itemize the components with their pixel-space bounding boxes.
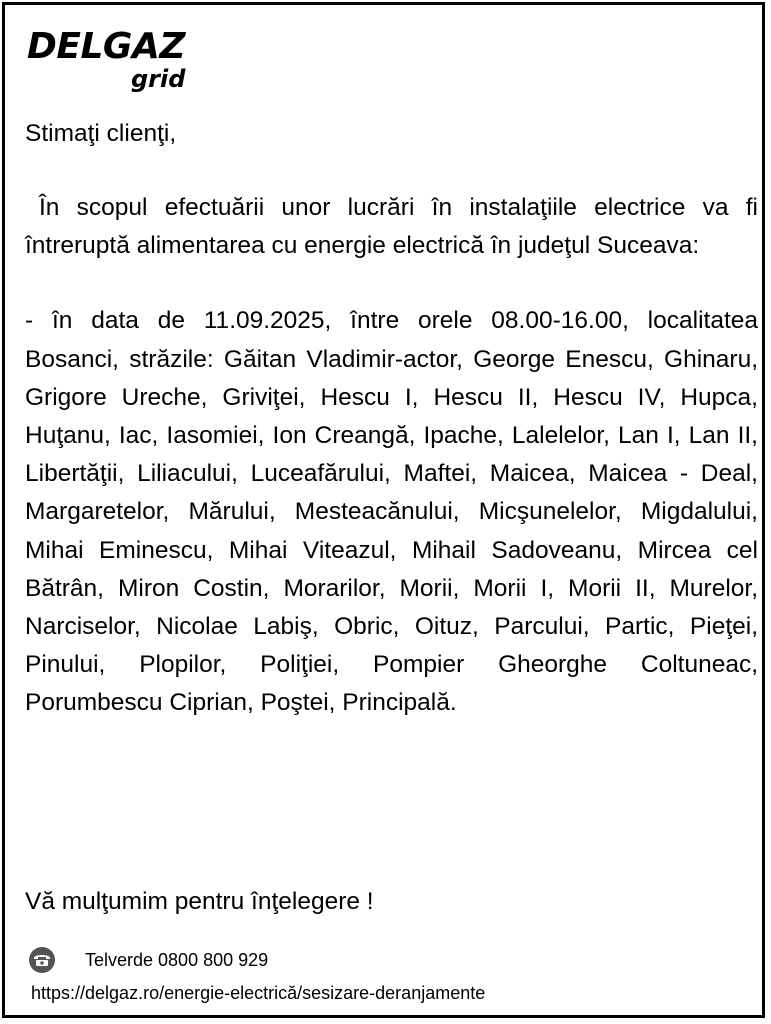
- logo-brand: DELGAZ: [27, 26, 185, 67]
- contact-line: [29, 946, 268, 974]
- outage-schedule: - în data de 11.09.2025, între orele 08.00-16.00, localitatea Bosanci, străzile: Găitan Vladimir-actor, George Enescu, Ghinaru, Grigore Ureche, Griviţei, Hescu I, Hescu II, Hescu IV, Hupca, Huţanu, Iac, Iasomiei, Ion Creangă, Ipache, Lalelelor, Lan I, Lan II, Libertăţii, Liliacului, Luceafărului, Maftei, Maicea, Maicea - Deal, Margaretelor, Mărului, Mesteacănului, Micşunelelor, Migdalului, Mihai Eminescu, Mihai Viteazul, Mihail Sadoveanu, Mircea cel Bătrân, Miron Costin, Morarilor, Morii, Morii I, Morii II, Murelor, Narciselor, Nicolae Labiş, Obric, Oituz, Parcului, Partic, Pieţei, Pinului, Plopilor, Poliţiei, Pompier Gheorghe Coltuneac, Porumbescu Ciprian, Poştei, Principală.: [25, 307, 758, 717]
- notice-body: [25, 115, 758, 723]
- phone-icon: [29, 947, 55, 973]
- greeting: Stimaţi clienţi,: [25, 120, 177, 147]
- delgaz-grid-logo: [27, 27, 207, 103]
- thanks-line: Vă mulţumim pentru înţelegere !: [25, 888, 374, 915]
- logo-sub: grid: [131, 65, 186, 93]
- intro-paragraph: În scopul efectuării unor lucrări în instalaţiile electrice va fi întreruptă alimentarea cu energie electrică în judeţul Suceava:: [25, 194, 758, 260]
- phone-number: Telverde 0800 800 929: [85, 949, 269, 970]
- notice-frame: [2, 2, 765, 1018]
- phone-icon-glyph: [33, 953, 51, 967]
- report-url-link[interactable]: https://delgaz.ro/energie-electrică/sesizare-deranjamente: [31, 983, 486, 1003]
